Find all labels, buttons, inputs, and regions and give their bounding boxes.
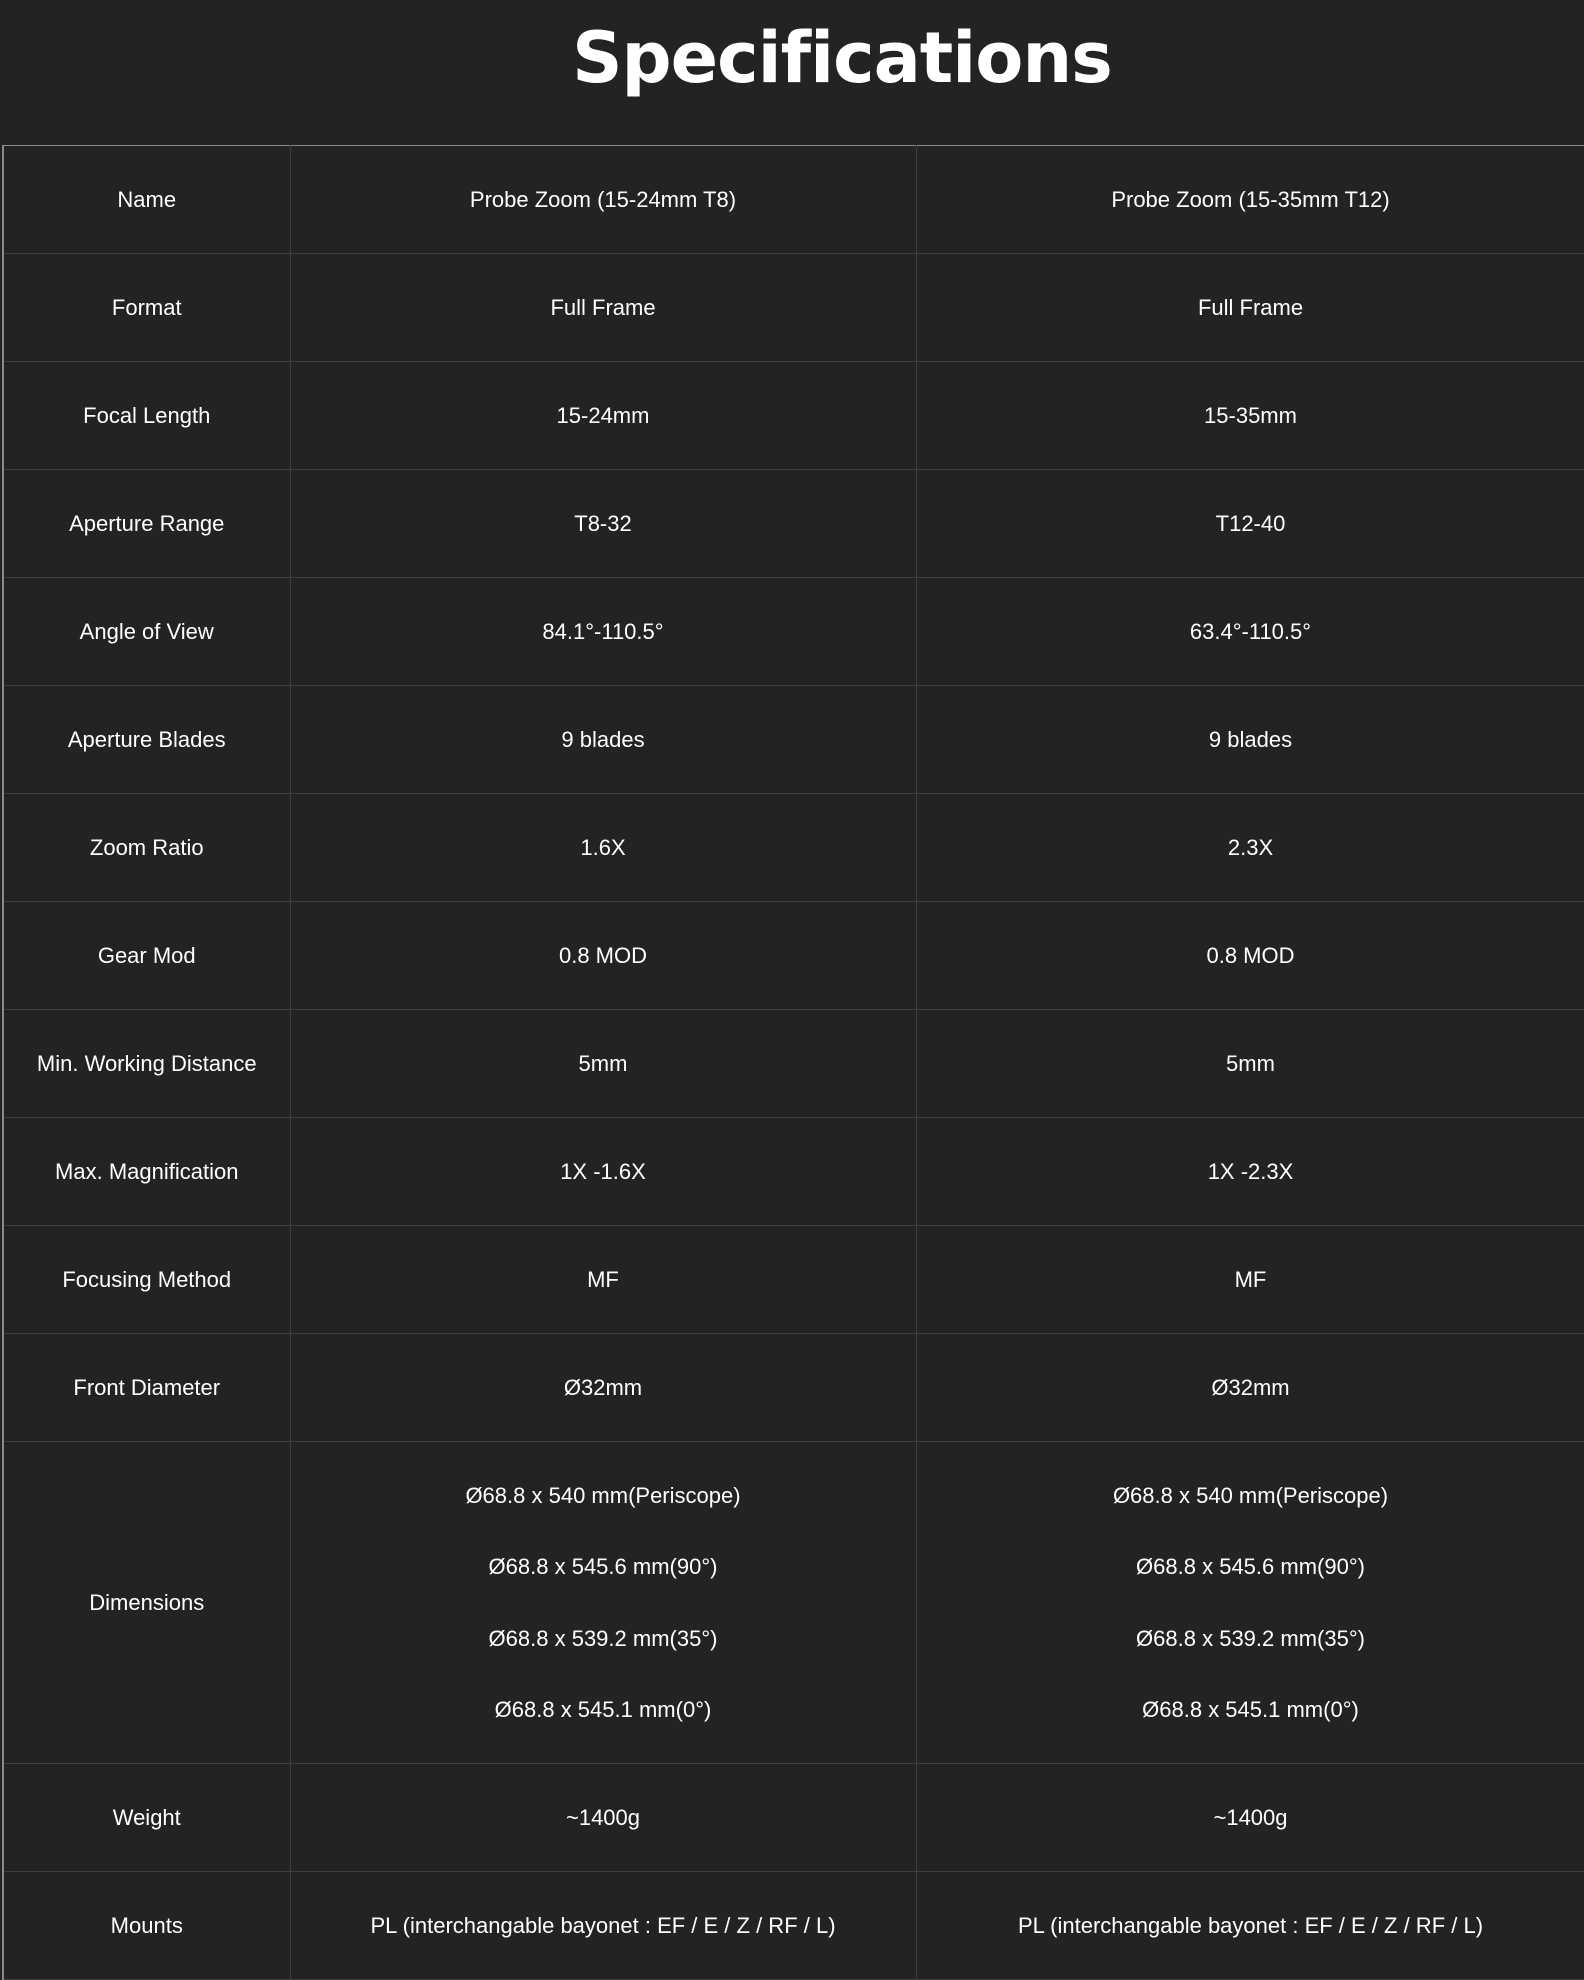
spec-value-line: 9 blades — [561, 726, 645, 752]
spec-value-15-24mm — [290, 578, 916, 686]
spec-label: Aperture Range — [3, 470, 290, 578]
spec-label: Focal Length — [3, 362, 290, 470]
spec-value-line: 1.6X — [580, 834, 626, 860]
spec-value-15-35mm — [916, 362, 1584, 470]
spec-value-15-35mm — [916, 470, 1584, 578]
spec-label: Focusing Method — [3, 1226, 290, 1334]
specifications-table-body — [3, 146, 1584, 1980]
spec-label: Zoom Ratio — [3, 794, 290, 902]
spec-value-15-35mm — [916, 902, 1584, 1010]
table-row — [3, 1226, 1584, 1334]
spec-value-line: 1X -2.3X — [1207, 1158, 1294, 1184]
spec-value-line: Ø68.8 x 539.2 mm(35°) — [488, 1625, 718, 1651]
table-row — [3, 1334, 1584, 1442]
spec-value-line: 2.3X — [1227, 834, 1274, 860]
table-row — [3, 686, 1584, 794]
spec-value-15-35mm — [916, 1442, 1584, 1764]
page-title: Specifications — [572, 17, 1112, 99]
spec-value-15-35mm — [916, 254, 1584, 362]
spec-value-line: MF — [587, 1266, 619, 1292]
spec-value-15-24mm — [290, 1442, 916, 1764]
spec-value-line: 5mm — [578, 1050, 628, 1076]
spec-value-15-35mm — [916, 1872, 1584, 1980]
spec-value-line: T12-40 — [1215, 510, 1286, 536]
table-row — [3, 146, 1584, 254]
spec-value-15-24mm — [290, 902, 916, 1010]
spec-value-line: Ø68.8 x 540 mm(Periscope) — [465, 1482, 741, 1508]
spec-value-line: Ø32mm — [1211, 1374, 1290, 1400]
spec-value-15-24mm — [290, 1872, 916, 1980]
spec-value-15-24mm — [290, 254, 916, 362]
table-row — [3, 1118, 1584, 1226]
spec-value-line: Ø68.8 x 545.6 mm(90°) — [1136, 1554, 1365, 1579]
spec-label: Aperture Blades — [3, 686, 290, 794]
spec-value-15-35mm — [916, 1010, 1584, 1118]
spec-value-15-24mm — [290, 146, 916, 254]
spec-value-line: Full Frame — [550, 294, 656, 320]
table-row — [3, 470, 1584, 578]
spec-value-line: T8-32 — [574, 510, 632, 536]
spec-value-15-35mm — [916, 686, 1584, 794]
spec-value-15-24mm — [290, 794, 916, 902]
table-row — [3, 362, 1584, 470]
table-row — [3, 794, 1584, 902]
spec-value-line: Probe Zoom (15-35mm T12) — [1111, 186, 1390, 212]
spec-value-15-24mm — [290, 1118, 916, 1226]
table-row — [3, 578, 1584, 686]
spec-value-line: MF — [1234, 1266, 1267, 1292]
spec-value-15-24mm — [290, 1010, 916, 1118]
spec-value-line: Ø32mm — [563, 1374, 643, 1400]
spec-value-line: 1X -1.6X — [560, 1158, 646, 1184]
table-row — [3, 1442, 1584, 1764]
spec-value-15-24mm — [290, 1226, 916, 1334]
spec-label: Weight — [3, 1764, 290, 1872]
spec-value-15-35mm — [916, 146, 1584, 254]
spec-value-15-24mm — [290, 1334, 916, 1442]
spec-value-15-35mm — [916, 1334, 1584, 1442]
spec-value-line: Ø68.8 x 545.1 mm(0°) — [1142, 1697, 1359, 1722]
specifications-table — [2, 145, 1584, 1980]
spec-value-line: 84.1°-110.5° — [542, 618, 664, 644]
spec-label: Mounts — [3, 1872, 290, 1980]
spec-label: Gear Mod — [3, 902, 290, 1010]
spec-label: Angle of View — [3, 578, 290, 686]
spec-value-15-35mm — [916, 578, 1584, 686]
table-row — [3, 254, 1584, 362]
spec-label: Max. Magnification — [3, 1118, 290, 1226]
spec-value-15-35mm — [916, 1764, 1584, 1872]
spec-label: Front Diameter — [3, 1334, 290, 1442]
spec-value-line: PL (interchangable bayonet : EF / E / Z / RF / L) — [370, 1912, 836, 1938]
spec-value-line: Ø68.8 x 540 mm(Periscope) — [1112, 1482, 1389, 1508]
spec-label: Dimensions — [3, 1442, 290, 1764]
table-row — [3, 1764, 1584, 1872]
spec-value-line: ~1400g — [565, 1804, 641, 1830]
table-row — [3, 902, 1584, 1010]
spec-value-line: Ø68.8 x 545.1 mm(0°) — [494, 1697, 712, 1722]
spec-value-15-24mm — [290, 686, 916, 794]
spec-label: Min. Working Distance — [3, 1010, 290, 1118]
spec-value-line: Probe Zoom (15-24mm T8) — [469, 186, 737, 212]
spec-value-line: 0.8 MOD — [558, 942, 648, 968]
spec-value-15-35mm — [916, 794, 1584, 902]
spec-value-line: 15-35mm — [1204, 402, 1297, 428]
spec-value-line: 63.4°-110.5° — [1189, 618, 1312, 644]
spec-value-line: 5mm — [1226, 1050, 1275, 1076]
spec-label: Name — [3, 146, 290, 254]
spec-value-line: PL (interchangable bayonet : EF / E / Z / RF / L) — [1017, 1912, 1484, 1938]
table-row — [3, 1872, 1584, 1980]
spec-value-line: 15-24mm — [556, 402, 650, 428]
spec-value-15-24mm — [290, 362, 916, 470]
spec-value-line: Ø68.8 x 545.6 mm(90°) — [488, 1554, 718, 1579]
spec-value-15-24mm — [290, 1764, 916, 1872]
spec-value-line: Ø68.8 x 539.2 mm(35°) — [1136, 1625, 1365, 1651]
spec-value-line: Full Frame — [1197, 294, 1304, 320]
spec-value-line: 9 blades — [1208, 726, 1293, 752]
spec-value-15-35mm — [916, 1226, 1584, 1334]
table-row — [3, 1010, 1584, 1118]
spec-value-15-24mm — [290, 470, 916, 578]
spec-label: Format — [3, 254, 290, 362]
spec-value-15-35mm — [916, 1118, 1584, 1226]
spec-value-line: ~1400g — [1213, 1804, 1288, 1830]
spec-value-line: 0.8 MOD — [1206, 942, 1295, 968]
